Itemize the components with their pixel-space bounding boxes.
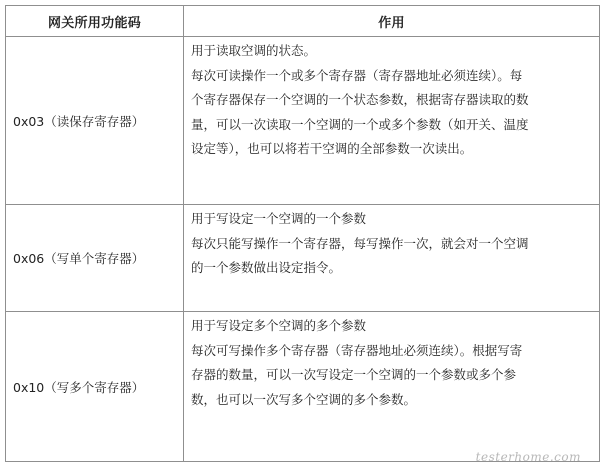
function-code-cell: 0x06（写单个寄存器） — [6, 205, 184, 312]
table-row — [6, 312, 600, 462]
description-line: 每次可写操作多个寄存器（寄存器地址必须连续）。根据写寄 — [191, 342, 523, 358]
description-line: 每次可读操作一个或多个寄存器（寄存器地址必须连续）。每 — [191, 67, 523, 83]
table-row — [6, 37, 600, 205]
description-line: 设定等），也可以将若干空调的全部参数一次读出。 — [191, 141, 473, 156]
description-line: 用于写设定一个空调的一个参数 — [191, 211, 367, 226]
header-purpose: 作用 — [184, 6, 600, 37]
description-line: 存器的数量，可以一次写设定一个空调的一个参数或多个参 — [191, 367, 517, 382]
description-line: 每次只能写操作一个寄存器，每写操作一次，就会对一个空调 — [191, 235, 529, 251]
description-line: 的一个参数做出设定指令。 — [191, 260, 342, 275]
description-line: 数，也可以一次写多个空调的多个参数。 — [191, 391, 417, 407]
description-cell — [184, 37, 600, 205]
table-header-row — [6, 6, 600, 37]
description-line: 个寄存器保存一个空调的一个状态参数，根据寄存器读取的数 — [191, 92, 529, 107]
description-line: 用于读取空调的状态。 — [191, 43, 317, 58]
function-code-table — [5, 5, 599, 465]
function-code-cell: 0x03（读保存寄存器） — [6, 37, 184, 205]
description-cell — [184, 312, 600, 462]
site-watermark: testerhome.com — [475, 450, 581, 464]
function-code-cell: 0x10（写多个寄存器） — [6, 312, 184, 462]
description-line: 量，可以一次读取一个空调的一个或多个参数（如开关、温度 — [191, 116, 529, 132]
description-line: 用于写设定多个空调的多个参数 — [191, 318, 367, 333]
table-row — [6, 205, 600, 312]
description-cell — [184, 205, 600, 312]
header-function-code: 网关所用功能码 — [6, 6, 184, 37]
